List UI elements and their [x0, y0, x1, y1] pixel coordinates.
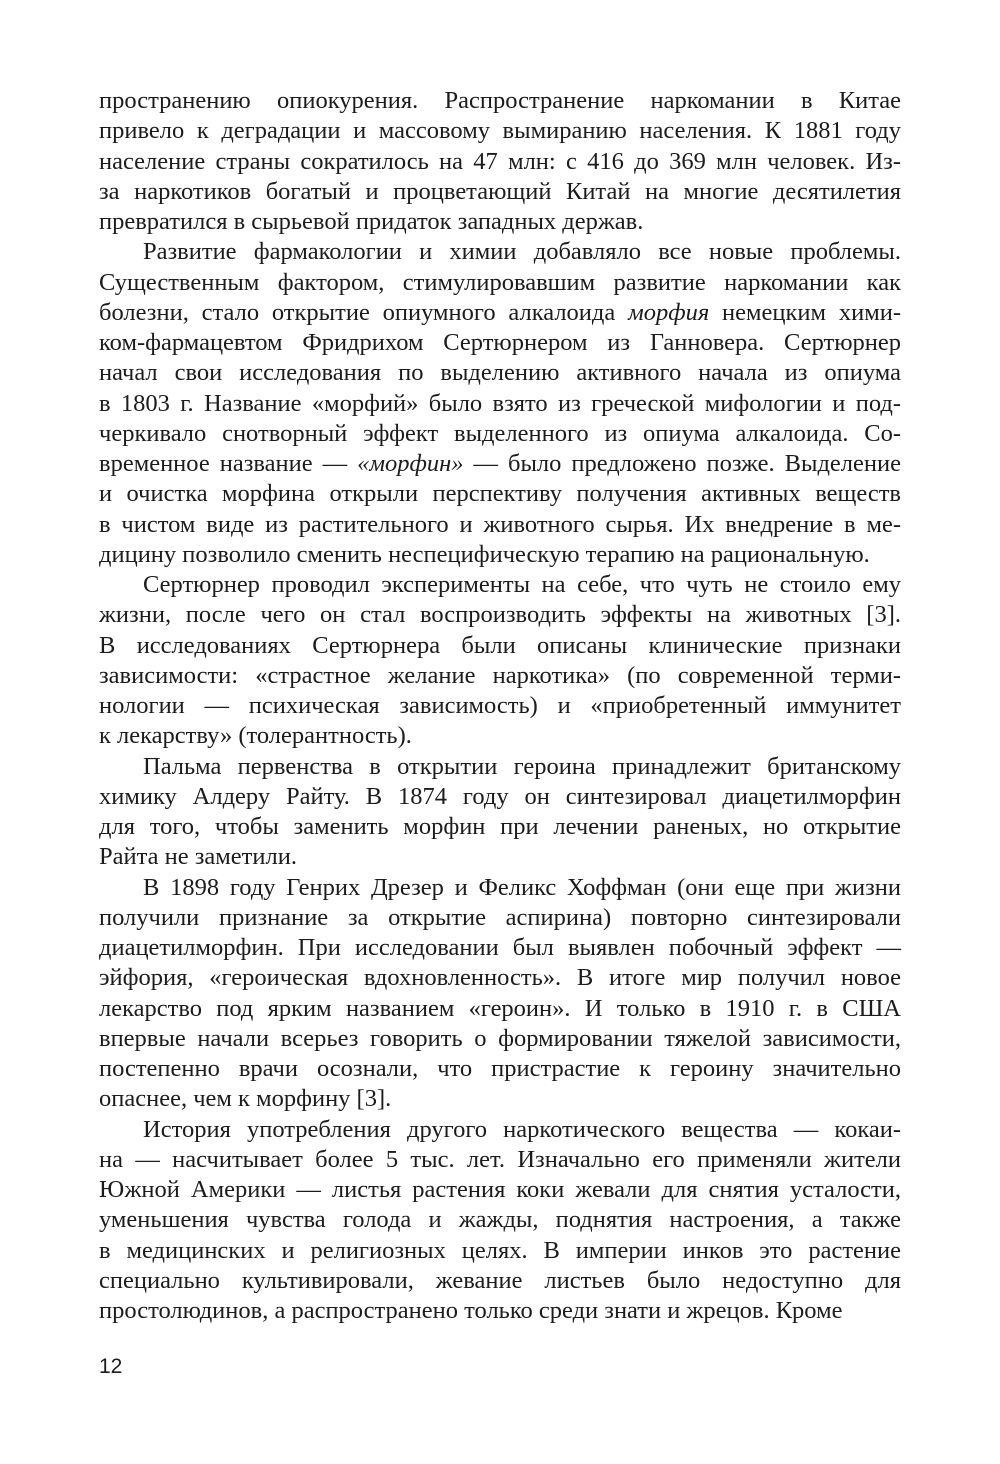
line-text-before: болезни, стало открытие опиумного алкалоида — [99, 298, 629, 326]
text-line: для того, чтобы заменить морфин при лечении раненых, но открытие — [99, 813, 901, 840]
text-line: жизни, после чего он стал воспроизводить эффекты на животных [3]. — [99, 601, 901, 629]
text-line — [99, 449, 901, 479]
italic-term: «морфин» — [357, 450, 464, 477]
paragraph — [99, 570, 901, 752]
page-number: 12 — [99, 1355, 123, 1378]
text-line: впервые начали всерьез говорить о формировании тяжелой зависимости, — [99, 1024, 901, 1052]
paragraph — [99, 1115, 901, 1327]
text-line: Пальма первенства в открытии героина принадлежит британскому — [143, 752, 901, 780]
line-text-before: временное название — — [99, 450, 358, 477]
text-line: в чистом виде из растительного и животного сырья. Их внедрение в ме- — [99, 510, 901, 538]
text-line: превратился в сырьевой придаток западных держав. — [99, 208, 644, 235]
text-line: в 1803 г. Название «морфий» было взято из греческой мифологии и под- — [99, 389, 901, 417]
text-line: начал свои исследования по выделению активного начала из опиума — [99, 359, 901, 387]
text-line: Существенным фактором, стимулировавшим развитие наркомании как — [99, 268, 901, 296]
text-line: на — насчитывает более 5 тыс. лет. Изначально его применяли жители — [99, 1145, 901, 1173]
text-line: опаснее, чем к морфину [3]. — [99, 1085, 392, 1113]
text-line: получили признание за открытие аспирина) повторно синтезировали — [99, 903, 901, 931]
text-line: История употребления другого наркотического вещества — кокаи- — [143, 1115, 901, 1143]
text-line: В 1898 году Генрих Дрезер и Феликс Хоффман (они еще при жизни — [143, 873, 901, 901]
text-line: химику Алдеру Райту. В 1874 году он синтезировал диацетилморфин — [99, 782, 901, 810]
text-line: Сертюрнер проводил эксперименты на себе, что чуть не стоило ему — [143, 571, 901, 598]
text-line: и очистка морфина открыли перспективу получения активных веществ — [99, 480, 901, 508]
text-line: население страны сократилось на 47 млн: с 416 до 369 млн человек. Из- — [99, 147, 901, 175]
paragraph — [99, 873, 901, 1115]
text-line: В исследованиях Сертюрнера были описаны клинические признаки — [99, 631, 901, 659]
italic-term: морфия — [628, 298, 710, 326]
line-text-after: немецким хими- — [709, 298, 901, 326]
text-line: к лекарству» (толерантность). — [99, 722, 412, 750]
text-line: ком-фармацевтом Фридрихом Сертюрнером из Ганновера. Сертюрнер — [99, 329, 901, 356]
text-line: лекарство под ярким названием «героин». И только в 1910 г. в США — [99, 994, 901, 1022]
text-line: постепенно врачи осознали, что пристрастие к героину значительно — [99, 1055, 901, 1082]
text-line: специально культивировали, жевание листьев было недоступно для — [99, 1266, 901, 1294]
text-line: нологии — психическая зависимость) и «приобретенный иммунитет — [99, 692, 901, 719]
text-line: зависимости: «страстное желание наркотика» (по современной терми- — [99, 661, 901, 689]
text-line: Южной Америки — листья растения коки жевали для снятия усталости, — [99, 1176, 901, 1203]
text-line: диацетилморфин. При исследовании был выявлен побочный эффект — — [99, 934, 901, 961]
text-line: привело к деградации и массовому вымиранию населения. К 1881 году — [99, 117, 901, 145]
body-text — [99, 86, 901, 1326]
text-line: Райта не заметили. — [99, 843, 297, 871]
paragraph — [99, 752, 901, 873]
text-line: уменьшения чувства голода и жажды, поднятия настроения, а также — [99, 1206, 901, 1234]
text-line: черкивало снотворный эффект выделенного из опиума алкалоида. Со- — [99, 419, 901, 447]
text-line: эйфория, «героическая вдохновленность». В итоге мир получил новое — [99, 964, 901, 992]
text-line — [99, 298, 901, 328]
text-line: за наркотиков богатый и процветающий Китай на многие десятилетия — [99, 177, 901, 205]
text-line: простолюдинов, а распространено только среди знати и жрецов. Кроме — [99, 1297, 843, 1324]
text-line: пространению опиокурения. Распространение наркомании в Китае — [99, 87, 901, 114]
paragraph — [99, 86, 901, 237]
text-line: Развитие фармакологии и химии добавляло все новые проблемы. — [143, 238, 901, 266]
line-text-after: — было предложено позже. Выделение — [463, 450, 901, 477]
paragraph — [99, 237, 901, 570]
text-line: в медицинских и религиозных целях. В империи инков это растение — [99, 1236, 901, 1264]
text-line: дицину позволило сменить неспецифическую терапию на рациональную. — [99, 540, 870, 568]
